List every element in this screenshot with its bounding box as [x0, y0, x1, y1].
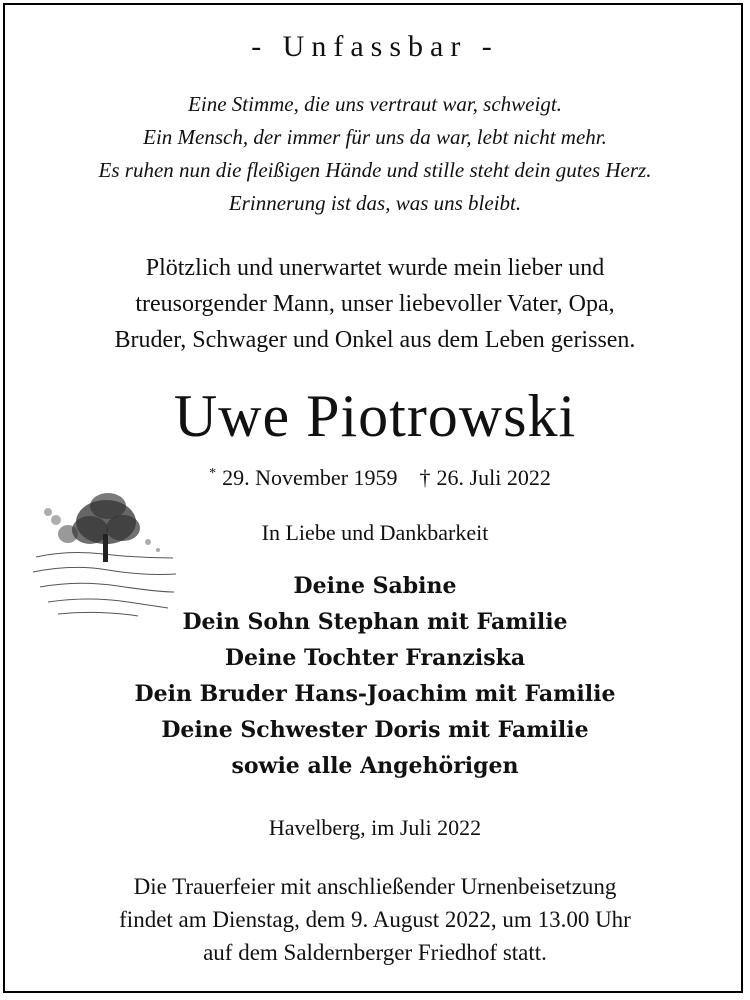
- birth-symbol: *: [209, 465, 217, 481]
- poem-line: Es ruhen nun die fleißigen Hände und stille steht dein gutes Herz.: [98, 158, 652, 182]
- poem-line: Ein Mensch, der immer für uns da war, lebt nicht mehr.: [143, 125, 607, 149]
- intro-text: [0, 250, 750, 358]
- place-date: Havelberg, im Juli 2022: [268, 815, 482, 840]
- mourner-line: Dein Sohn Stephan mit Familie: [182, 609, 568, 635]
- funeral-info: [0, 870, 750, 969]
- mourner-line: Deine Tochter Franziska: [224, 645, 526, 671]
- intro-line: Bruder, Schwager und Onkel aus dem Leben gerissen.: [114, 327, 636, 353]
- mourner-line: Dein Bruder Hans-Joachim mit Familie: [134, 681, 616, 707]
- death-date: 26. Juli 2022: [436, 465, 551, 490]
- notice-heading: - Unfassbar -: [251, 30, 499, 63]
- birth-date: 29. November 1959: [222, 465, 398, 490]
- mourners-list: [0, 568, 750, 784]
- intro-line: Plötzlich und unerwartet wurde mein lieber und: [145, 255, 605, 281]
- thanks-line: In Liebe und Dankbarkeit: [261, 520, 489, 545]
- funeral-line: Die Trauerfeier mit anschließender Urnenbeisetzung: [133, 874, 617, 899]
- death-symbol: †: [419, 465, 431, 490]
- poem: [0, 88, 750, 220]
- funeral-line: auf dem Saldernberger Friedhof statt.: [203, 940, 547, 965]
- life-dates: [165, 465, 595, 491]
- poem-line: Eine Stimme, die uns vertraut war, schweigt.: [188, 92, 562, 116]
- deceased-name: Uwe Piotrowski: [173, 383, 577, 449]
- funeral-line: findet am Dienstag, dem 9. August 2022, um 13.00 Uhr: [119, 907, 631, 932]
- intro-line: treusorgender Mann, unser liebevoller Vater, Opa,: [135, 291, 615, 317]
- mourner-line: Deine Sabine: [293, 573, 457, 599]
- mourner-line: Deine Schwester Doris mit Familie: [161, 717, 589, 743]
- mourner-line: sowie alle Angehörigen: [231, 753, 519, 779]
- poem-line: Erinnerung ist das, was uns bleibt.: [228, 191, 522, 215]
